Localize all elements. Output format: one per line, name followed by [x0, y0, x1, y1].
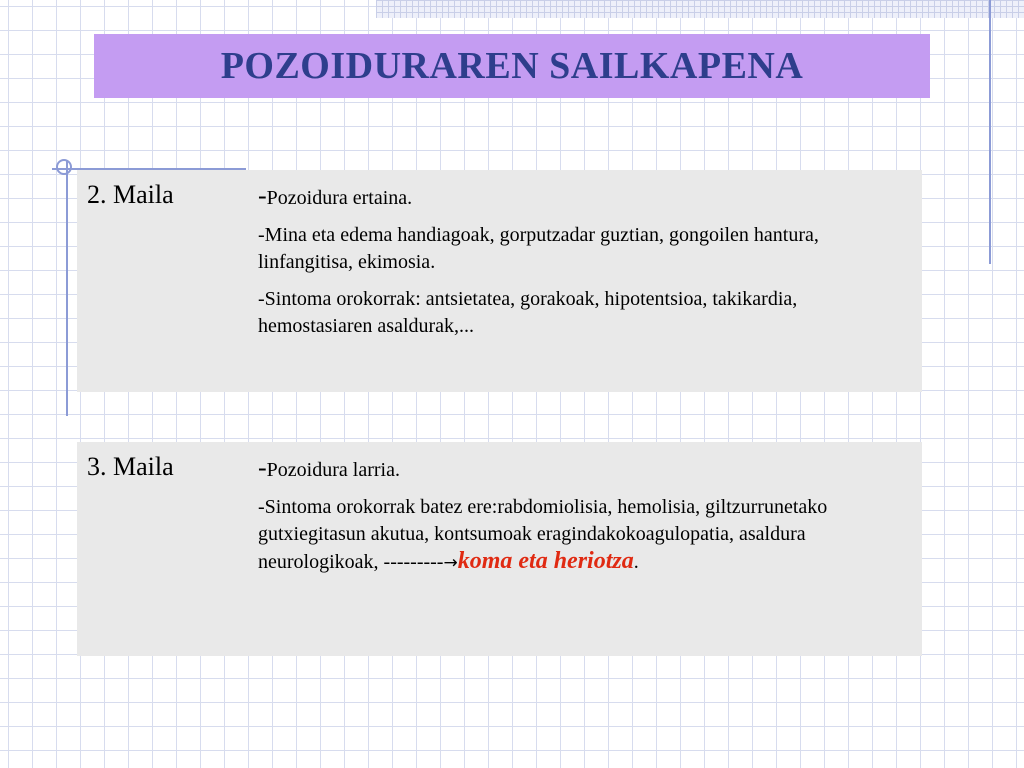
- level-3-heading-text: Pozoidura larria.: [266, 459, 400, 481]
- slide-title: POZOIDURAREN SAILKAPENA: [220, 45, 804, 87]
- level-3-point-1: [258, 494, 910, 577]
- level-2-heading-text: Pozoidura ertaina.: [266, 187, 413, 209]
- level-2-heading: [258, 182, 910, 212]
- level-3-label: 3. Maila: [87, 452, 174, 481]
- level-2-body: [258, 182, 910, 350]
- title-banner: [94, 34, 930, 98]
- level-3-point-text: -Sintoma orokorrak batez ere:rabdomiolisia, hemolisia, giltzurrunetako gutxiegitasun akutua, kontsumoak eragindakokoagulopatia, asaldura neurologikoak, ---------: [258, 496, 828, 573]
- arrow-right-icon: →: [443, 553, 458, 573]
- level-3-end-punct: .: [633, 551, 639, 573]
- left-decorative-line: [66, 160, 68, 416]
- level-2-point-1: -Mina eta edema handiagoak, gorputzadar guztian, gongoilen hantura, linfangitisa, ekimosia.: [258, 224, 819, 273]
- level-3-body: [258, 454, 910, 587]
- level-2-label: 2. Maila: [87, 180, 174, 209]
- level-2-heading-dash: -: [258, 181, 267, 210]
- right-decorative-line: [989, 0, 991, 264]
- level-2-panel: [77, 170, 922, 392]
- level-3-emphasis: koma eta heriotza: [457, 548, 634, 574]
- level-3-heading: [258, 454, 910, 484]
- level-3-panel: [77, 442, 922, 656]
- level-3-heading-dash: -: [258, 453, 267, 482]
- level-2-point-2: -Sintoma orokorrak: antsietatea, gorakoak, hipotentsioa, takikardia, hemostasiaren asaldurak,...: [258, 288, 798, 337]
- top-decorative-band: [376, 0, 1024, 18]
- circle-ornament: [56, 159, 72, 175]
